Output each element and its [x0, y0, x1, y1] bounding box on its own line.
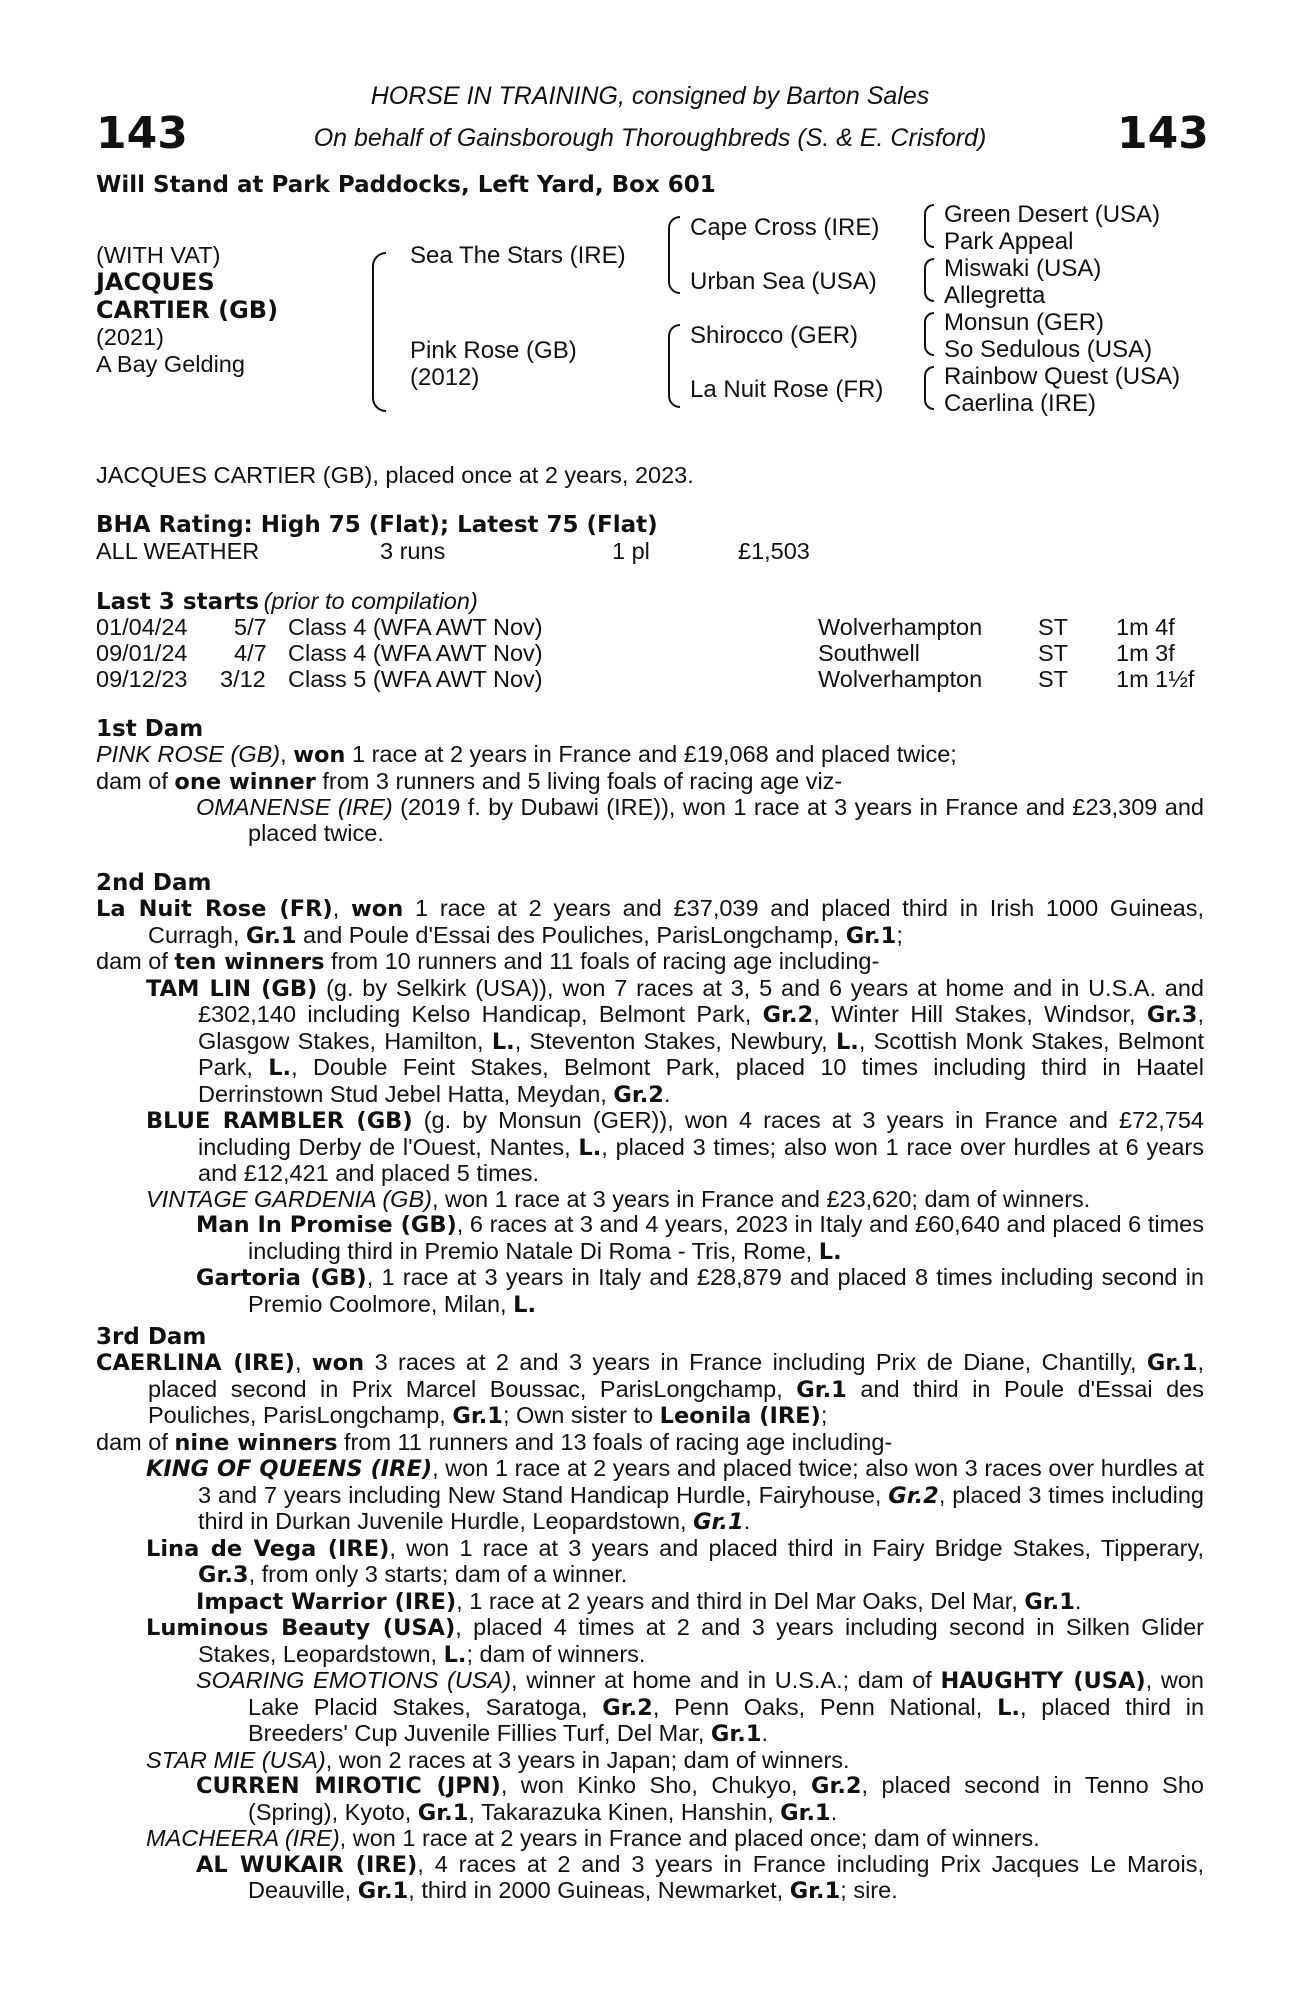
pedigree-g4: Allegretta: [944, 282, 1046, 309]
third-dam-record: CAERLINA (IRE), won 3 races at 2 and 3 years in France including Prix de Diane, Chantilly, Gr.1, placed second in Prix Marcel Boussac, ParisLongchamp, Gr.1 and third in Poule d'Essai des Pouliches, ParisLongchamp, Gr.1; Own sister to Leonila (IRE);: [96, 1349, 1205, 1429]
horse-description: A Bay Gelding: [96, 351, 245, 377]
foal-tam-lin: TAM LIN (GB) (g. by Selkirk (USA)), won 7 races at 3, 5 and 6 years at home and in U.S.A. and £302,140 including Kelso Handicap, Belmont Park, Gr.2, Winter Hill Stakes, Windsor, Gr.3, Glasgow Stakes, Hamilton, L., Steventon Stakes, Newbury, L., Scottish Monk Stakes, Belmont Park, L., Double Feint Stakes, Belmont Park, placed 10 times including third in Haatel Derrinstown Stud Jebel Hatta, Meydan, Gr.2.: [146, 974, 1204, 1108]
start-race: Class 4 (WFA AWT Nov): [288, 614, 543, 640]
lot-number-left: 143: [96, 108, 188, 159]
start-course: Wolverhampton: [818, 614, 983, 640]
foal-impact-warrior: Impact Warrior (IRE), 1 race at 2 years and third in Del Mar Oaks, Del Mar, Gr.1.: [196, 1587, 1082, 1615]
pedigree-dam-year: (2012): [410, 364, 480, 391]
foal-soaring-emotions: SOARING EMOTIONS (USA), winner at home and in U.S.A.; dam of HAUGHTY (USA), won Lake Placid Stakes, Saratoga, Gr.2, Penn Oaks, Penn National, L., placed third in Breeders' Cup Juvenile Fillies Turf, Del Mar, Gr.1.: [196, 1667, 1205, 1747]
foal-name: OMANENSE (IRE): [196, 794, 393, 820]
foal-curren-mirotic: CURREN MIROTIC (JPN), won Kinko Sho, Chukyo, Gr.2, placed second in Tenno Sho (Spring), Kyoto, Gr.1, Takarazuka Kinen, Hanshin, Gr.1.: [196, 1772, 1204, 1826]
horse-name-line1: JACQUES: [96, 268, 215, 296]
start-going: ST: [1038, 666, 1069, 692]
foal-gartoria: Gartoria (GB), 1 race at 3 years in Italy and £28,879 and placed 8 times including second in Premio Coolmore, Milan, L.: [196, 1264, 1204, 1318]
pedigree-brace-g78: [924, 366, 934, 410]
second-dam-produce: dam of ten winners from 10 runners and 11 foals of racing age including-: [96, 948, 880, 975]
start-date: 09/01/24: [96, 640, 188, 666]
foal-star-mie: STAR MIE (USA), won 2 races at 3 years in Japan; dam of winners.: [146, 1746, 850, 1773]
pedigree-g7: Rainbow Quest (USA): [944, 363, 1181, 390]
start-going: ST: [1038, 614, 1069, 640]
foal-vintage-gardenia: VINTAGE GARDENIA (GB), won 1 race at 3 years in France and £23,620; dam of winners.: [146, 1185, 1091, 1212]
rating-runs: 3 runs: [380, 538, 446, 564]
third-dam-section: [96, 1350, 1204, 1905]
start-distance: 1m 3f: [1116, 640, 1175, 666]
start-position: 4/7: [234, 640, 267, 666]
dam-name: CAERLINA (IRE): [96, 1350, 295, 1376]
horse-year: (2021): [96, 324, 164, 350]
rating-surface: ALL WEATHER: [96, 538, 260, 564]
foal-man-in-promise: Man In Promise (GB), 6 races at 3 and 4 years, 2023 in Italy and £60,640 and placed 6 times including third in Premio Natale Di Roma - Tris, Rome, L.: [196, 1211, 1204, 1265]
stand-location: Will Stand at Park Paddocks, Left Yard, Box 601: [96, 172, 716, 198]
first-dam-record: PINK ROSE (GB), won 1 race at 2 years in France and £19,068 and placed twice;: [96, 741, 957, 768]
second-dam-section: [96, 896, 1204, 1318]
pedigree-sire-dam: Urban Sea (USA): [690, 268, 877, 295]
pedigree-g6: So Sedulous (USA): [944, 336, 1153, 363]
start-distance: 1m 1½f: [1116, 666, 1195, 692]
pedigree-brace-g56: [924, 312, 934, 356]
start-position: 5/7: [234, 614, 267, 640]
rating-placings: 1 pl: [612, 538, 650, 564]
pedigree-g3: Miswaki (USA): [944, 255, 1102, 282]
start-race: Class 4 (WFA AWT Nov): [288, 640, 543, 666]
start-date: 01/04/24: [96, 614, 188, 640]
foal-al-wukair: AL WUKAIR (IRE), 4 races at 2 and 3 years in France including Prix Jacques Le Marois, Deauville, Gr.1, third in 2000 Guineas, Newmarket, Gr.1; sire.: [196, 1850, 1204, 1904]
pedigree-brace-g12: [924, 204, 934, 248]
horse-name-line2: CARTIER (GB): [96, 296, 279, 324]
pedigree-dam: Pink Rose (GB): [410, 337, 577, 364]
foal-king-of-queens: KING OF QUEENS (IRE), won 1 race at 2 years and placed twice; also won 3 races over hurdles at 3 and 7 years including New Stand Handicap Hurdle, Fairyhouse, Gr.2, placed 3 times including third in Durkan Juvenile Hurdle, Leopardstown, Gr.1.: [146, 1455, 1204, 1535]
start-course: Wolverhampton: [818, 666, 983, 692]
foal-luminous-beauty: Luminous Beauty (USA), placed 4 times at 2 and 3 years including second in Silken Glider Stakes, Leopardstown, L.; dam of winners.: [146, 1614, 1204, 1668]
pedigree-g1: Green Desert (USA): [944, 201, 1161, 228]
rating-earnings: £1,503: [738, 538, 810, 564]
pedigree-brace-dam: [668, 324, 680, 408]
bha-rating: BHA Rating: High 75 (Flat); Latest 75 (Flat): [96, 512, 658, 538]
dam-name: PINK ROSE (GB): [96, 741, 281, 767]
foal-lina-de-vega: Lina de Vega (IRE), won 1 race at 3 years and placed third in Fairy Bridge Stakes, Tipperary, Gr.3, from only 3 starts; dam of a winner.: [146, 1534, 1204, 1588]
consignment-line: HORSE IN TRAINING, consigned by Barton Sales: [370, 82, 930, 110]
first-dam-foal: OMANENSE (IRE) (2019 f. by Dubawi (IRE)), won 1 race at 3 years in France and £23,309 and placed twice.: [196, 794, 1204, 846]
first-dam-section: [96, 742, 1204, 846]
pedigree-sire: Sea The Stars (IRE): [410, 242, 626, 269]
third-dam-heading: 3rd Dam: [96, 1324, 207, 1350]
foal-blue-rambler: BLUE RAMBLER (GB) (g. by Monsun (GER)), won 4 races at 3 years in France and £72,754 including Derby de l'Ouest, Nantes, L., placed 3 times; also won 1 race over hurdles at 6 years and £12,421 and placed 5 times.: [146, 1107, 1204, 1186]
start-date: 09/12/23: [96, 666, 188, 692]
dam-name: La Nuit Rose (FR): [96, 896, 333, 922]
start-race: Class 5 (WFA AWT Nov): [288, 666, 543, 692]
pedigree-sire-sire: Cape Cross (IRE): [690, 214, 880, 241]
pedigree-brace-sire: [668, 216, 680, 294]
pedigree-dam-dam: La Nuit Rose (FR): [690, 376, 884, 403]
start-going: ST: [1038, 640, 1069, 666]
pedigree-g8: Caerlina (IRE): [944, 390, 1097, 417]
last-starts-heading-line: [96, 588, 478, 615]
pedigree-dam-sire: Shirocco (GER): [690, 322, 859, 349]
on-behalf-line: On behalf of Gainsborough Thoroughbreds (S. & E. Crisford): [313, 124, 987, 152]
pedigree-g2: Park Appeal: [944, 228, 1074, 255]
first-dam-produce: dam of one winner from 3 runners and 5 living foals of racing age viz-: [96, 767, 843, 795]
pedigree-g5: Monsun (GER): [944, 309, 1105, 336]
won-label: won: [293, 742, 346, 768]
start-course: Southwell: [818, 640, 920, 666]
third-dam-produce: dam of nine winners from 11 runners and 13 foals of racing age including-: [96, 1428, 893, 1456]
vat-label: (WITH VAT): [96, 242, 221, 268]
second-dam-heading: 2nd Dam: [96, 870, 212, 896]
foal-macheera: MACHEERA (IRE), won 1 race at 2 years in France and placed once; dam of winners.: [146, 1825, 1040, 1851]
start-distance: 1m 4f: [1116, 614, 1175, 640]
pedigree-brace-main: [372, 252, 386, 412]
pedigree-brace-g34: [924, 258, 934, 302]
race-summary: JACQUES CARTIER (GB), placed once at 2 years, 2023.: [96, 462, 694, 488]
last-starts-note: (prior to compilation): [263, 588, 478, 614]
lot-number-right: 143: [1117, 108, 1209, 159]
first-dam-heading: 1st Dam: [96, 716, 204, 742]
second-dam-record: La Nuit Rose (FR), won 1 race at 2 years and £37,039 and placed third in Irish 1000 Guineas, Curragh, Gr.1 and Poule d'Essai des Pouliches, ParisLongchamp, Gr.1;: [96, 895, 1204, 949]
last-starts-heading: Last 3 starts: [96, 589, 260, 615]
start-position: 3/12: [220, 666, 266, 692]
